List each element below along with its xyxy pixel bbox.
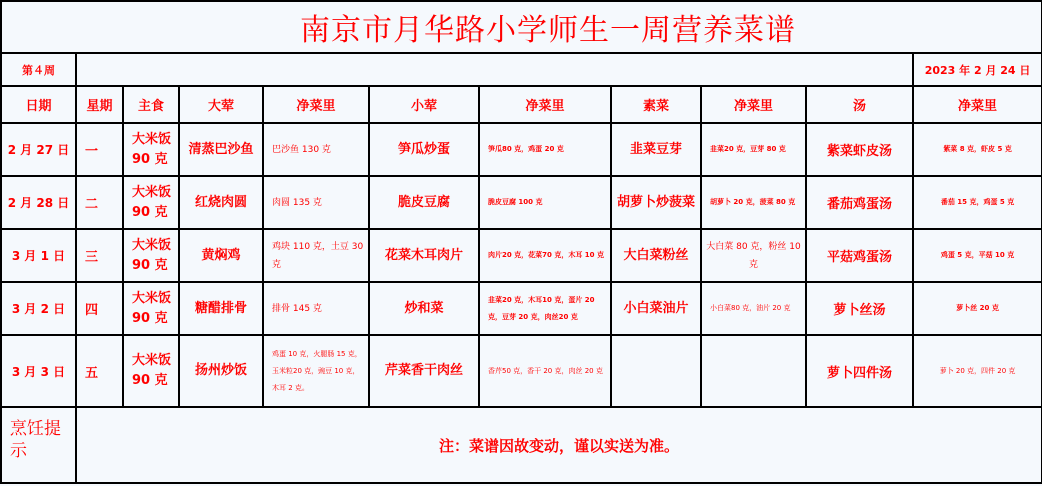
date-cell: 3 月 3 日 — [1, 335, 76, 407]
main-meat-net-cell: 鸡蛋 10 克，火腿肠 15 克，玉米粒20 克，豌豆 10 克，木耳 2 克。 — [263, 335, 369, 407]
small-meat-net-cell: 香芹50 克，香干 20 克，肉丝 20 克 — [479, 335, 611, 407]
weekday-cell: 五 — [76, 335, 123, 407]
soup-cell: 萝卜四件汤 — [806, 335, 913, 407]
date-cell: 3 月 2 日 — [1, 282, 76, 335]
vegetable-net-cell: 韭菜20 克，豆芽 80 克 — [701, 123, 806, 176]
header-small-meat-net: 净菜里 — [479, 86, 611, 123]
title-cell — [1, 1, 1042, 53]
header-main-meat: 大荤 — [179, 86, 263, 123]
vegetable-cell: 韭菜豆芽 — [611, 123, 701, 176]
table-row — [1, 335, 1042, 407]
table-row — [1, 282, 1042, 335]
soup-cell: 萝卜丝汤 — [806, 282, 913, 335]
small-meat-net-cell: 韭菜20 克，木耳10 克，蛋片 20 克，豆芽 20 克，肉丝20 克 — [479, 282, 611, 335]
main-meat-net-cell: 肉圆 135 克 — [263, 176, 369, 229]
small-meat-cell: 脆皮豆腐 — [369, 176, 479, 229]
soup-net-cell: 萝卜丝 20 克 — [913, 282, 1042, 335]
header-weekday: 星期 — [76, 86, 123, 123]
soup-net-cell: 鸡蛋 5 克，平菇 10 克 — [913, 229, 1042, 282]
weekday-cell: 三 — [76, 229, 123, 282]
date-label: 2023 年 2 月 24 日 — [913, 53, 1042, 86]
staple-cell: 大米饭 90 克 — [123, 176, 179, 229]
page-title: 南京市月华路小学师生一周营养菜谱 — [300, 13, 796, 48]
vegetable-net-cell: 小白菜80 克，油片 20 克 — [701, 282, 806, 335]
week-label: 第４周 — [1, 53, 76, 86]
vegetable-cell: 胡萝卜炒菠菜 — [611, 176, 701, 229]
vegetable-net-cell: 大白菜 80 克，粉丝 10 克 — [701, 229, 806, 282]
date-cell: 3 月 1 日 — [1, 229, 76, 282]
vegetable-cell: 小白菜油片 — [611, 282, 701, 335]
header-row — [1, 86, 1042, 123]
weekday-cell: 二 — [76, 176, 123, 229]
table-row — [1, 229, 1042, 282]
staple-cell: 大米饭 90 克 — [123, 282, 179, 335]
weekday-cell: 四 — [76, 282, 123, 335]
main-meat-cell: 清蒸巴沙鱼 — [179, 123, 263, 176]
header-staple: 主食 — [123, 86, 179, 123]
soup-net-cell: 萝卜 20 克，四件 20 克 — [913, 335, 1042, 407]
main-meat-cell: 红烧肉圆 — [179, 176, 263, 229]
main-meat-cell: 黄焖鸡 — [179, 229, 263, 282]
small-meat-cell: 花菜木耳肉片 — [369, 229, 479, 282]
header-vegetable-net: 净菜里 — [701, 86, 806, 123]
meta-row — [1, 53, 1042, 86]
header-small-meat: 小荤 — [369, 86, 479, 123]
small-meat-cell: 炒和菜 — [369, 282, 479, 335]
meta-blank — [76, 53, 913, 86]
header-vegetable: 素菜 — [611, 86, 701, 123]
staple-cell: 大米饭 90 克 — [123, 123, 179, 176]
date-cell: 2 月 28 日 — [1, 176, 76, 229]
date-cell: 2 月 27 日 — [1, 123, 76, 176]
soup-net-cell: 紫菜 8 克，虾皮 5 克 — [913, 123, 1042, 176]
header-date: 日期 — [1, 86, 76, 123]
menu-change-note: 注：菜谱因故变动，谨以实送为准。 — [76, 407, 1042, 483]
main-meat-cell: 扬州炒饭 — [179, 335, 263, 407]
soup-net-cell: 番茄 15 克，鸡蛋 5 克 — [913, 176, 1042, 229]
vegetable-cell — [611, 335, 701, 407]
soup-cell: 平菇鸡蛋汤 — [806, 229, 913, 282]
soup-cell: 番茄鸡蛋汤 — [806, 176, 913, 229]
table-row — [1, 123, 1042, 176]
small-meat-net-cell: 肉片20 克，花菜70 克，木耳 10 克 — [479, 229, 611, 282]
header-soup-net: 净菜里 — [913, 86, 1042, 123]
small-meat-cell: 芹菜香干肉丝 — [369, 335, 479, 407]
vegetable-net-cell: 胡萝卜 20 克，菠菜 80 克 — [701, 176, 806, 229]
main-meat-net-cell: 排骨 145 克 — [263, 282, 369, 335]
title-row — [1, 1, 1042, 53]
weekday-cell: 一 — [76, 123, 123, 176]
vegetable-cell: 大白菜粉丝 — [611, 229, 701, 282]
header-main-meat-net: 净菜里 — [263, 86, 369, 123]
main-meat-cell: 糖醋排骨 — [179, 282, 263, 335]
staple-cell: 大米饭 90 克 — [123, 335, 179, 407]
soup-cell: 紫菜虾皮汤 — [806, 123, 913, 176]
staple-cell: 大米饭 90 克 — [123, 229, 179, 282]
vegetable-net-cell — [701, 335, 806, 407]
footer-row — [1, 407, 1042, 483]
small-meat-cell: 笋瓜炒蛋 — [369, 123, 479, 176]
small-meat-net-cell: 脆皮豆腐 100 克 — [479, 176, 611, 229]
small-meat-net-cell: 笋瓜80 克，鸡蛋 20 克 — [479, 123, 611, 176]
cooking-tip-label: 烹饪提示 — [1, 407, 76, 483]
main-meat-net-cell: 巴沙鱼 130 克 — [263, 123, 369, 176]
table-row — [1, 176, 1042, 229]
header-soup: 汤 — [806, 86, 913, 123]
main-meat-net-cell: 鸡块 110 克，土豆 30 克 — [263, 229, 369, 282]
